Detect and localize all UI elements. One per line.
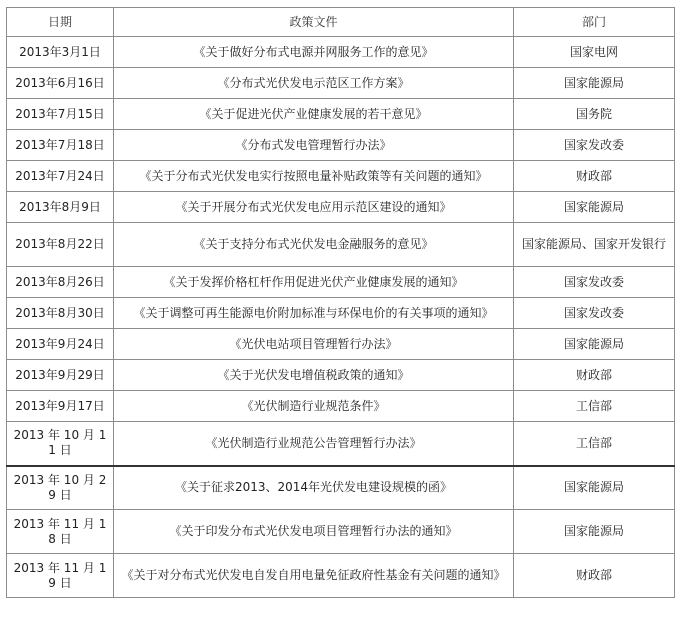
- cell-date: 2013年6月16日: [7, 68, 114, 99]
- cell-department: 国家能源局: [514, 192, 675, 223]
- cell-department: 财政部: [514, 360, 675, 391]
- cell-document: 《关于征求2013、2014年光伏发电建设规模的函》: [114, 466, 514, 510]
- cell-document: 《光伏电站项目管理暂行办法》: [114, 329, 514, 360]
- cell-date: 2013 年 10 月 11 日: [7, 422, 114, 466]
- column-header-document: 政策文件: [114, 8, 514, 37]
- table-row: [7, 329, 675, 360]
- table-row: [7, 391, 675, 422]
- table-row: [7, 37, 675, 68]
- policy-table: [6, 7, 675, 598]
- cell-document: 《光伏制造行业规范公告管理暂行办法》: [114, 422, 514, 466]
- cell-department: 国家能源局、国家开发银行: [514, 223, 675, 267]
- cell-date: 2013年8月26日: [7, 267, 114, 298]
- cell-department: 国家发改委: [514, 267, 675, 298]
- cell-department: 国家电网: [514, 37, 675, 68]
- cell-department: 国家能源局: [514, 466, 675, 510]
- cell-document: 《关于做好分布式电源并网服务工作的意见》: [114, 37, 514, 68]
- cell-document: 《关于促进光伏产业健康发展的若干意见》: [114, 99, 514, 130]
- cell-department: 工信部: [514, 422, 675, 466]
- cell-date: 2013年7月15日: [7, 99, 114, 130]
- cell-date: 2013 年 11 月 19 日: [7, 554, 114, 598]
- cell-document: 《关于发挥价格杠杆作用促进光伏产业健康发展的通知》: [114, 267, 514, 298]
- table-row: [7, 298, 675, 329]
- cell-document: 《关于对分布式光伏发电自发自用电量免征政府性基金有关问题的通知》: [114, 554, 514, 598]
- column-header-date: 日期: [7, 8, 114, 37]
- table-row: [7, 466, 675, 510]
- cell-date: 2013 年 11 月 18 日: [7, 510, 114, 554]
- cell-document: 《关于调整可再生能源电价附加标准与环保电价的有关事项的通知》: [114, 298, 514, 329]
- table-row: [7, 223, 675, 267]
- cell-date: 2013年8月22日: [7, 223, 114, 267]
- cell-date: 2013年3月1日: [7, 37, 114, 68]
- table-header-row: [7, 8, 675, 37]
- cell-department: 财政部: [514, 161, 675, 192]
- cell-department: 国家能源局: [514, 329, 675, 360]
- cell-department: 国家发改委: [514, 130, 675, 161]
- table-row: [7, 130, 675, 161]
- cell-department: 国家能源局: [514, 510, 675, 554]
- cell-department: 国务院: [514, 99, 675, 130]
- cell-date: 2013 年 10 月 29 日: [7, 466, 114, 510]
- cell-department: 国家能源局: [514, 68, 675, 99]
- cell-document: 《关于支持分布式光伏发电金融服务的意见》: [114, 223, 514, 267]
- table-row: [7, 68, 675, 99]
- table-row: [7, 422, 675, 466]
- cell-date: 2013年7月18日: [7, 130, 114, 161]
- cell-document: 《关于开展分布式光伏发电应用示范区建设的通知》: [114, 192, 514, 223]
- cell-date: 2013年7月24日: [7, 161, 114, 192]
- cell-date: 2013年8月9日: [7, 192, 114, 223]
- cell-document: 《分布式发电管理暂行办法》: [114, 130, 514, 161]
- column-header-department: 部门: [514, 8, 675, 37]
- cell-document: 《光伏制造行业规范条件》: [114, 391, 514, 422]
- table-row: [7, 192, 675, 223]
- cell-date: 2013年9月24日: [7, 329, 114, 360]
- cell-document: 《分布式光伏发电示范区工作方案》: [114, 68, 514, 99]
- cell-date: 2013年9月29日: [7, 360, 114, 391]
- cell-date: 2013年8月30日: [7, 298, 114, 329]
- table-row: [7, 161, 675, 192]
- cell-department: 财政部: [514, 554, 675, 598]
- table-row: [7, 360, 675, 391]
- cell-document: 《关于印发分布式光伏发电项目管理暂行办法的通知》: [114, 510, 514, 554]
- cell-department: 国家发改委: [514, 298, 675, 329]
- table-row: [7, 510, 675, 554]
- cell-department: 工信部: [514, 391, 675, 422]
- table-row: [7, 267, 675, 298]
- table-row: [7, 99, 675, 130]
- cell-date: 2013年9月17日: [7, 391, 114, 422]
- cell-document: 《关于分布式光伏发电实行按照电量补贴政策等有关问题的通知》: [114, 161, 514, 192]
- table-row: [7, 554, 675, 598]
- cell-document: 《关于光伏发电增值税政策的通知》: [114, 360, 514, 391]
